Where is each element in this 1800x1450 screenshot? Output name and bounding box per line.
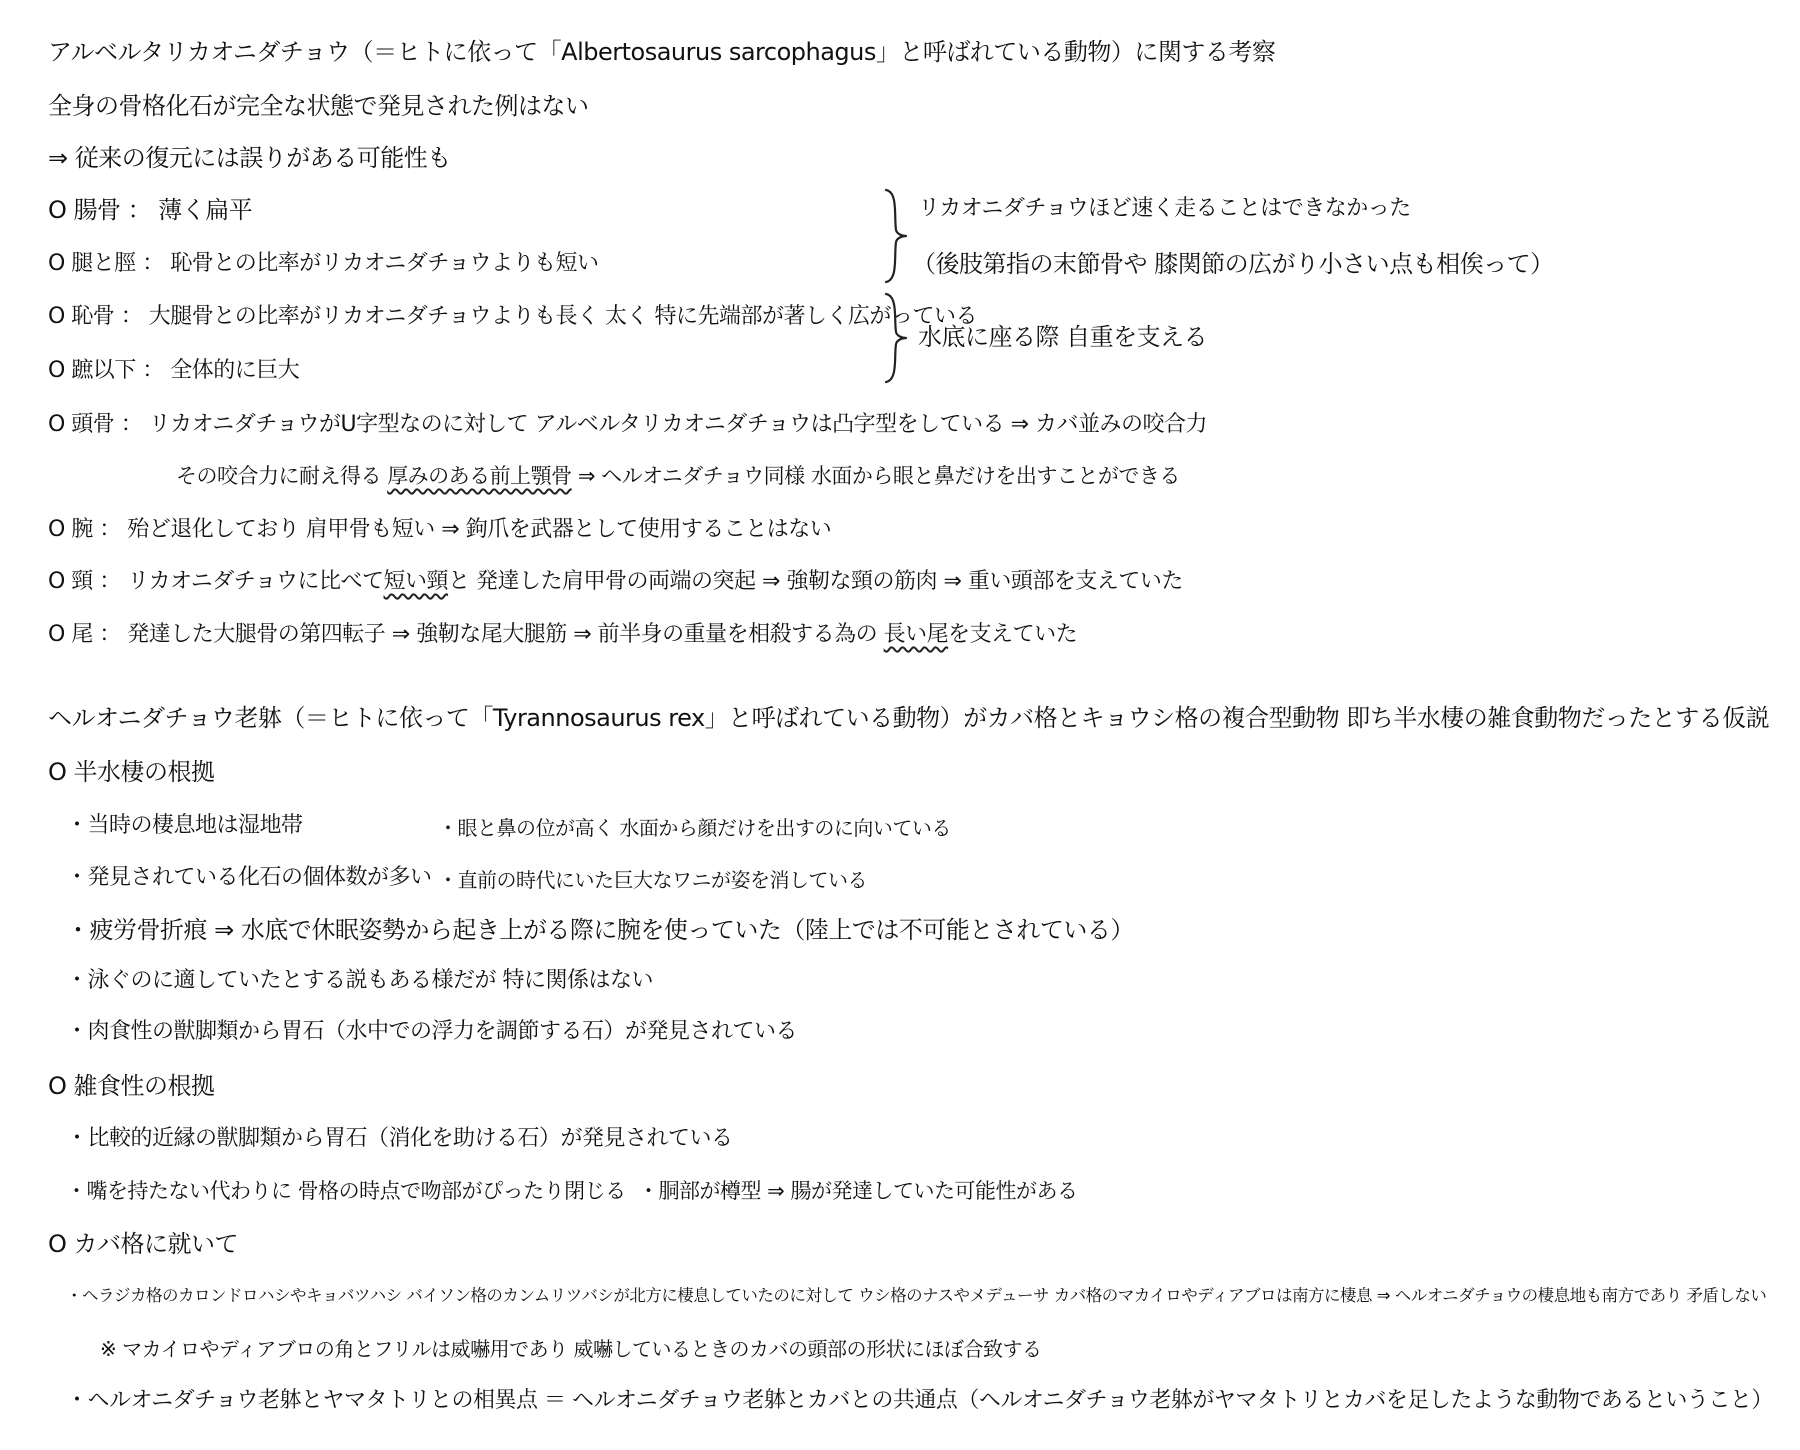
omni-item-1: ・比較的近縁の獣脚類から胃石（消化を助ける石）が発見されている [66, 1126, 733, 1151]
omnivore-heading: O 雑食性の根拠 [48, 1072, 215, 1100]
semi-item-1a: ・当時の棲息地は湿地帯 [66, 813, 303, 838]
semi-item-1b: ・眼と鼻の位が高く 水面から顔だけを出すのに向いている [438, 816, 951, 840]
semi-item-5: ・肉食性の獣脚類から胃石（水中での浮力を調節する石）が発見されている [66, 1019, 798, 1044]
hippo-item-2: ・ヘルオニダチョウ老躰とヤマタトリとの相異点 ＝ ヘルオニダチョウ老躰とカバとの共通点（ヘルオニダチョウ老躰がヤマタトリとカバを足したような動物であるということ） [66, 1388, 1773, 1413]
tail-line-pre: O 尾 ： 発達した大腿骨の第四転子 ⇒ 強靭な尾大腿筋 ⇒ 前半身の重量を相殺する為の [48, 622, 884, 647]
neck-line-post: と 発達した肩甲骨の両端の突起 ⇒ 強靭な頸の筋肉 ⇒ 重い頭部を支えていた [448, 569, 1183, 594]
tail-line [48, 624, 1077, 646]
tail-line-underlined: 長い尾 [883, 622, 949, 647]
hippo-heading: O カバ格に就いて [48, 1230, 239, 1258]
section1-title: アルベルタリカオニダチョウ（＝ヒトに依って「Albertosaurus sarcophagus」と呼ばれている動物）に関する考察 [48, 38, 1276, 66]
semi-item-2a: ・発見されている化石の個体数が多い [66, 865, 432, 890]
brace1-text-1: リカオニダチョウほど速く走ることはできなかった [918, 196, 1411, 221]
right-brace-2 [880, 290, 910, 386]
skull-line-2-pre: その咬合力に耐え得る [176, 464, 388, 488]
neck-line [48, 571, 1183, 593]
brace1-text-2: （後肢第指の末節骨や 膝関節の広がり小さい点も相俟って） [912, 250, 1554, 278]
arm-line: O 腕 ： 殆ど退化しており 肩甲骨も短い ⇒ 鉤爪を武器として使用することはない [48, 517, 832, 542]
section1-line1: 全身の骨格化石が完全な状態で発見された例はない [48, 92, 589, 120]
hippo-note: ※ マカイロやディアブロの角とフリルは威嚇用であり 威嚇しているときのカバの頭部の形状にほぼ合致する [100, 1337, 1042, 1361]
brace2-text: 水底に座る際 自重を支える [918, 323, 1208, 351]
thigh-line: O 腿と脛 ： 恥骨との比率がリカオニダチョウよりも短い [48, 251, 599, 276]
tail-line-post: を支えていた [948, 622, 1078, 647]
pubis-line: O 恥骨 ： 大腿骨との比率がリカオニダチョウよりも長く 太く 特に先端部が著しく広がっている [48, 304, 978, 329]
neck-line-pre: O 頸 ： リカオニダチョウに比べて [48, 569, 384, 594]
section1-line2: ⇒ 従来の復元には誤りがある可能性も [48, 144, 451, 172]
semi-item-4: ・泳ぐのに適していたとする説もある様だが 特に関係はない [66, 968, 653, 993]
omni-item-2b: ・胴部が樽型 ⇒ 腸が発達していた可能性がある [638, 1179, 1078, 1203]
semi-aquatic-heading: O 半水棲の根拠 [48, 758, 215, 786]
neck-line-underlined: 短い頸 [383, 569, 449, 594]
skull-line: O 頭骨 ： リカオニダチョウがU字型なのに対して アルベルタリカオニダチョウは凸字型をしている ⇒ カバ並みの咬合力 [48, 412, 1208, 437]
ilium-line: O 腸骨 ： 薄く扁平 [48, 196, 253, 224]
skull-line-2 [176, 466, 1180, 487]
right-brace-1 [880, 186, 910, 286]
skull-line-2-post: ⇒ ヘルオニダチョウ同様 水面から眼と鼻だけを出すことができる [571, 464, 1180, 488]
semi-item-3: ・疲労骨折痕 ⇒ 水底で休眠姿勢から起き上がる際に腕を使っていた（陸上では不可能とされている） [66, 916, 1134, 944]
hippo-item-1: ・ヘラジカ格のカロンドロハシやキョバツハシ バイソン格のカンムリツバシが北方に棲息していたのに対して ウシ格のナスやメデューサ カバ格のマカイロやディアブロは南方に棲息 ⇒ ヘルオニダチョウの棲息地も南方であり 矛盾しない [66, 1286, 1767, 1305]
omni-item-2a: ・嘴を持たない代わりに 骨格の時点で吻部がぴったり閉じる [66, 1179, 626, 1203]
semi-item-2b: ・直前の時代にいた巨大なワニが姿を消している [438, 868, 867, 892]
foot-line: O 蹠以下 ： 全体的に巨大 [48, 358, 300, 383]
section2-title: ヘルオニダチョウ老躰（＝ヒトに依って「Tyrannosaurus rex」と呼ばれている動物）がカバ格とキョウシ格の複合型動物 即ち半水棲の雑食動物だったとする仮説 [48, 704, 1770, 732]
skull-line-2-underlined: 厚みのある前上顎骨 [387, 464, 572, 488]
